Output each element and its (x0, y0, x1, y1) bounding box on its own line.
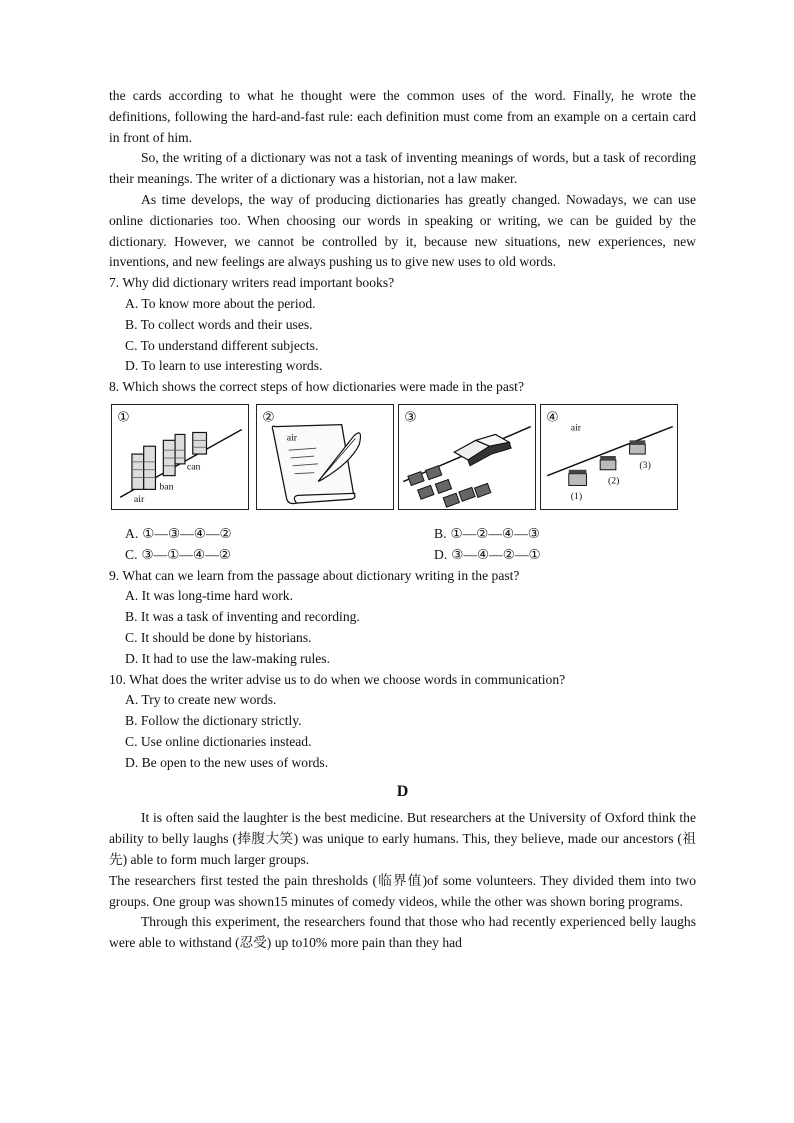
figure-3 (398, 404, 536, 510)
figure-4-word-air: air (570, 422, 582, 434)
question-7 (109, 273, 696, 377)
figure-1-card-stacks-illustration (112, 405, 248, 509)
question-8-option-d (434, 545, 541, 566)
figure-1 (111, 404, 249, 510)
figure-4-number: ④ (546, 409, 559, 426)
passage-d-paragraph-2: The researchers first tested the pain thresholds (临界值)of some volunteers. They divided them into two groups. One group was shown15 minutes of comedy videos, while the other was shown boring programs. (109, 872, 696, 909)
question-8-option-c-sequence: ③—①—④—② (141, 546, 231, 562)
question-10-option-c: C. Use online dictionaries instead. (125, 733, 312, 749)
figure-4-box-3 (630, 444, 646, 454)
figure-4-label-3: (3) (639, 459, 651, 471)
question-8-figures (109, 404, 696, 520)
question-9-option-c: C. It should be done by historians. (125, 629, 312, 645)
figure-1-word-can: can (186, 461, 201, 473)
passage-d-title: D (396, 782, 409, 800)
question-8-option-a-label: A. (125, 525, 139, 541)
figure-1-number: ① (117, 409, 130, 426)
question-8-options-row-1 (109, 524, 696, 545)
question-9-option-b: B. It was a task of inventing and recording. (125, 609, 360, 625)
figure-1-word-air: air (133, 494, 145, 506)
question-8-option-b-label: B. (434, 525, 447, 541)
question-8-option-a (125, 524, 232, 545)
question-7-option-a: A. To know more about the period. (125, 295, 316, 311)
question-9-stem: 9. What can we learn from the passage about dictionary writing in the past? (109, 567, 520, 583)
question-10-option-a: A. Try to create new words. (125, 692, 277, 708)
page-content (109, 86, 696, 954)
question-8-option-c-label: C. (125, 546, 138, 562)
figure-4-label-1: (1) (570, 491, 583, 503)
question-10-option-d: D. Be open to the new uses of words. (125, 754, 329, 770)
figure-2 (256, 404, 394, 510)
question-8-option-d-sequence: ③—④—②—① (451, 546, 541, 562)
figure-1-stack-ban-2 (175, 434, 185, 463)
question-10 (109, 670, 696, 774)
question-8 (109, 377, 696, 565)
question-7-option-d: D. To learn to use interesting words. (125, 358, 323, 374)
figure-1-stack-can (193, 432, 207, 454)
passage-c-paragraph-2: So, the writing of a dictionary was not a task of inventing meanings of words, but a task of recording their meanings. The writer of a dictionary was a historian, not a law maker. (109, 150, 696, 187)
question-8-option-b-sequence: ①—②—④—③ (450, 525, 540, 541)
passage-c-paragraph-3: As time develops, the way of producing dictionaries has greatly changed. Nowadays, we can use online dictionaries too. When choosing our words in speaking or writing, we can be guided by the dictionary. However, we cannot be controlled by it, because new situations, new experiences, new inventions, and new feelings are always pushing us to give new uses to old words. (109, 191, 696, 270)
question-8-option-c (125, 545, 231, 566)
figure-4 (540, 404, 678, 510)
passage-d-paragraph-3: Through this experiment, the researchers found that those who had recently experienced belly laughs were able to withstand (忍受) up to10% more pain than they had (109, 914, 696, 951)
figure-2-number: ② (262, 409, 275, 426)
question-10-stem: 10. What does the writer advise us to do when we choose words in communication? (109, 671, 566, 687)
passage-c-paragraph-1: the cards according to what he thought were the common uses of the word. Finally, he wrote the definitions, following the hard-and-fast rule: each definition must come from an example on a certain card in front of him. (109, 88, 696, 145)
figure-3-number: ③ (404, 409, 417, 426)
question-8-option-a-sequence: ①—③—④—② (142, 525, 232, 541)
question-9 (109, 566, 696, 670)
question-10-option-b: B. Follow the dictionary strictly. (125, 713, 302, 729)
question-8-stem: 8. Which shows the correct steps of how dictionaries were made in the past? (109, 379, 524, 395)
figure-4-label-2: (2) (608, 475, 620, 487)
question-8-options-row-2 (109, 545, 696, 566)
passage-d-paragraph-1: It is often said the laughter is the best medicine. But researchers at the University of Oxford think the ability to belly laughs (捧腹大笑) was unique to early humans. This, they believe, made our ancestors (祖先) able to form much larger groups. (109, 810, 696, 867)
figure-4-box-2 (600, 460, 616, 470)
figure-1-word-ban: ban (159, 481, 174, 493)
question-8-option-d-label: D. (434, 546, 448, 562)
figure-4-box-1 (569, 474, 587, 486)
figure-2-word-air: air (286, 432, 298, 444)
figure-2-scroll-and-quill-illustration (257, 405, 393, 509)
question-9-option-d: D. It had to use the law-making rules. (125, 650, 330, 666)
question-9-option-a: A. It was long-time hard work. (125, 588, 293, 604)
figure-4-ordered-cards-illustration (541, 405, 677, 509)
question-7-option-b: B. To collect words and their uses. (125, 316, 313, 332)
figure-1-stack-air-2 (144, 446, 156, 489)
question-8-option-b (434, 524, 540, 545)
figure-1-stack-air (132, 454, 144, 489)
question-7-stem: 7. Why did dictionary writers read important books? (109, 275, 395, 291)
figure-3-book-and-cards-illustration (399, 405, 535, 509)
question-7-option-c: C. To understand different subjects. (125, 337, 319, 353)
